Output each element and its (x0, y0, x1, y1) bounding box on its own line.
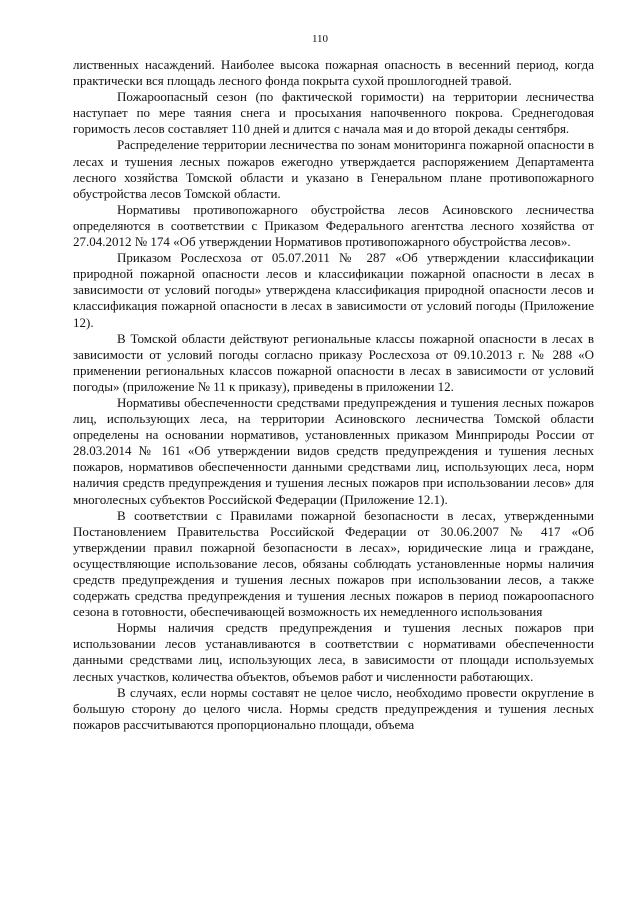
page-number: 110 (311, 33, 329, 45)
paragraph-fire-season: Пожароопасный сезон (по фактической горимости) на территории лесничества наступает по мере таяния снега и просыхания напочвенного покрова. Среднегодовая горимость лесов составляет 110 дней и длится с начала мая и до второй декады сентября. (73, 89, 594, 137)
paragraph-fire-arrangement-standards: Нормативы противопожарного обустройства лесов Асиновского лесничества определяются в соответствии с Приказом Федерального агентства лесного хозяйства от 27.04.2012 № 174 «Об утверждении Нормативов противопожарного обустройства лесов». (73, 201, 594, 250)
paragraph-order-287: Приказом Рослесхоза от 05.07.2011 № 287 «Об утверждении классификации природной пожарной опасности лесов и классификации пожарной опасности в лесах в зависимости от условий погоды» утверждена классификация природной опасности лесов и классификация пожарной опасности в лесах в зависимости от условий погоды (Приложение 12). (73, 250, 594, 330)
paragraph-rounding-rule: В случаях, если нормы составят не целое число, необходимо провести округление в большую сторону до целого числа. Нормы средств предупреждения и тушения лесных пожаров рассчитываются пропорционально площади, объема (73, 684, 594, 732)
paragraph-equipment-standards: Нормативы обеспеченности средствами предупреждения и тушения лесных пожаров лиц, использующих леса, на территории Асиновского лесничества Томской области определены на основании нормативов, установленных приказом Минприроды России от 28.03.2014 № 161 «Об утверждении видов средств предупреждения и тушения лесных пожаров, нормативов обеспеченности данными средствами лиц, использующих леса, норм наличия средств предупреждения и тушения лесных пожаров при использовании лесов» для многолесных субъектов Российской Федерации (Приложение 12.1). (73, 394, 594, 507)
document-body (73, 57, 594, 733)
paragraph-regional-classes: В Томской области действуют региональные классы пожарной опасности в лесах в зависимости от условий погоды согласно приказу Рослесхоза от 09.10.2013 г. № 288 «О применении региональных классов пожарной опасности в лесах в зависимости от условий погоды» (приложение № 11 к приказу), приведены в приложении 12. (73, 330, 594, 394)
paragraph-fire-safety-rules: В соответствии с Правилами пожарной безопасности в лесах, утвержденными Постановлением Правительства Российской Федерации от 30.06.2007 № 417 «Об утверждении правил пожарной безопасности в лесах», юридические лица и граждане, осуществляющие использование лесов, обязаны соблюдать установленные нормы наличия средств предупреждения и тушения лесных пожаров при использовании лесов, а также содержать средства предупреждения и тушения лесных пожаров в период пожароопасного сезона в готовности, обеспечивающей возможность их немедленного использования (73, 507, 594, 620)
paragraph-availability-norms: Нормы наличия средств предупреждения и тушения лесных пожаров при использовании лесов устанавливаются в соответствии с нормативами обеспеченности данными средствами лиц, использующих леса, в зависимости от площади используемых лесных участков, количества объектов, объемов работ и численности работающих. (73, 620, 594, 684)
paragraph-monitoring-zones: Распределение территории лесничества по зонам мониторинга пожарной опасности в лесах и тушения лесных пожаров ежегодно утверждается распоряжением Департамента лесного хозяйства Томской области и указано в Генеральном плане противопожарного обустройства лесов Томской области. (73, 137, 594, 201)
paragraph-continuation: лиственных насаждений. Наиболее высока пожарная опасность в весенний период, когда практически вся площадь лесного фонда покрыта сухой прошлогодней травой. (73, 57, 594, 89)
